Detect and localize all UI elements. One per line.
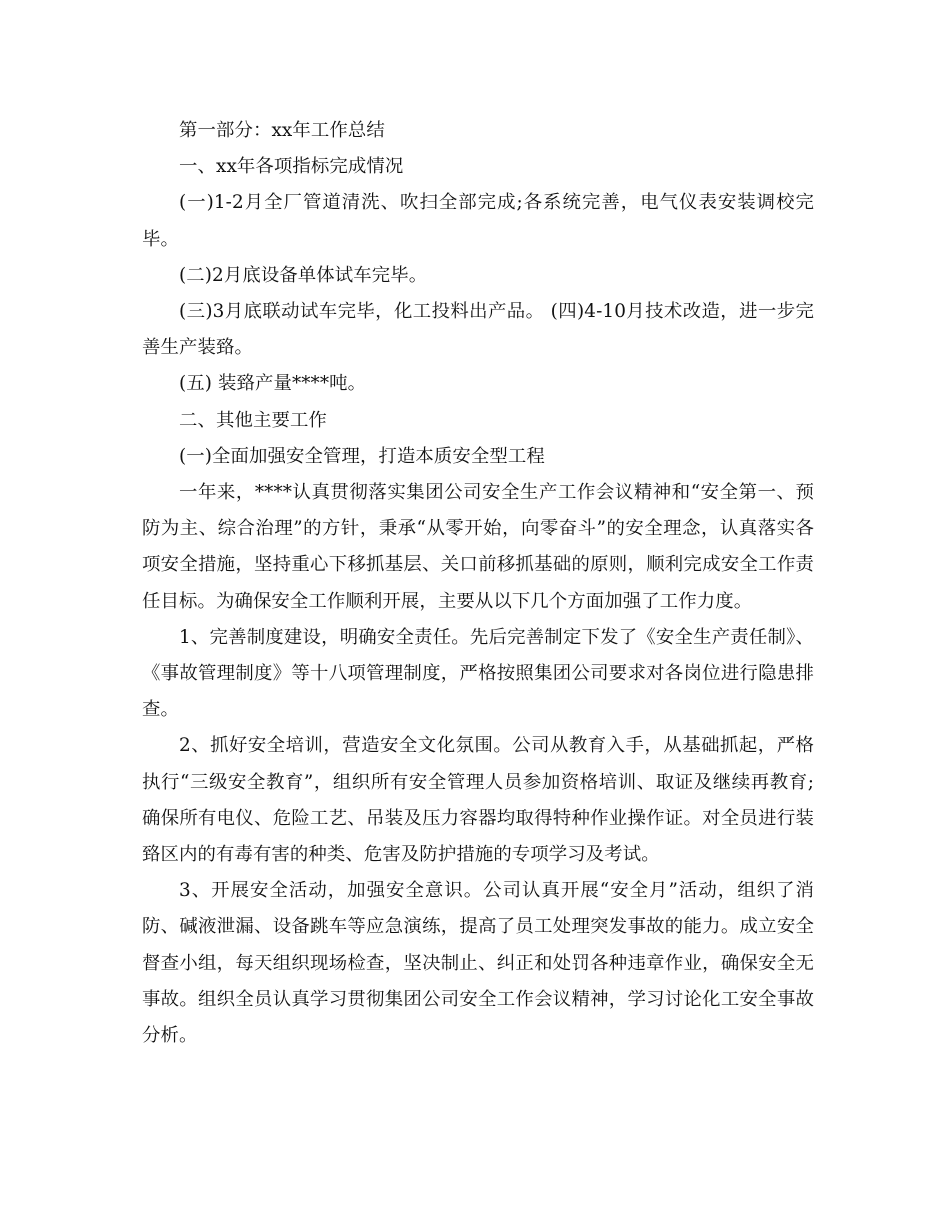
subheading-safety: (一)全面加强安全管理，打造本质安全型工程 bbox=[179, 445, 545, 467]
body-paragraph-2: 2、抓好安全培训，营造安全文化氛围。公司从教育入手，从基础抓起，严格执行“三级安全教育”，组织所有安全管理人员参加资格培训、取证及继续再教育;确保所有电仪、危险工艺、吊装及压力容器均取得特种作业操作证。对全员进行装臵区内的有毒有害的种类、危害及防护措施的专项学习及考试。 bbox=[142, 735, 814, 866]
item-paragraph-3: (三)3月底联动试车完毕，化工投料出产品。 (四)4-10月技术改造，进一步完善生产装臵。 bbox=[142, 301, 814, 359]
section-title: 第一部分：xx年工作总结 bbox=[179, 120, 385, 141]
body-paragraph-3: 3、开展安全活动，加强安全意识。公司认真开展“安全月”活动，组织了消防、碱液泄漏、设备跳车等应急演练，提高了员工处理突发事故的能力。成立安全督查小组，每天组织现场检查，坚决制止、纠正和处罚各种违章作业，确保安全无事故。组织全员认真学习贯彻集团公司安全工作会议精神，学习讨论化工安全事故分析。 bbox=[142, 880, 814, 1047]
item-paragraph-5: (五) 装臵产量****吨。 bbox=[179, 373, 367, 395]
document-body bbox=[142, 113, 814, 1054]
body-paragraph-1: 1、完善制度建设，明确安全责任。先后完善制定下发了《安全生产责任制》、《事故管理制度》等十八项管理制度，严格按照集团公司要求对各岗位进行隐患排查。 bbox=[142, 626, 814, 721]
body-paragraph-summary: 一年来，****认真贯彻落实集团公司安全生产工作会议精神和“安全第一、预防为主、综合治理”的方针，秉承“从零开始，向零奋斗”的安全理念，认真落实各项安全措施，坚持重心下移抓基层、关口前移抓基础的原则，顺利完成安全工作责任目标。为确保安全工作顺利开展，主要从以下几个方面加强了工作力度。 bbox=[142, 482, 814, 612]
item-paragraph-1: (一)1-2月全厂管道清洗、吹扫全部完成;各系统完善，电气仪表安装调校完毕。 bbox=[142, 192, 814, 250]
heading-other-work: 二、其他主要工作 bbox=[179, 409, 327, 431]
item-paragraph-2: (二)2月底设备单体试车完毕。 bbox=[179, 264, 428, 286]
heading-indicators: 一、xx年各项指标完成情况 bbox=[179, 156, 404, 178]
